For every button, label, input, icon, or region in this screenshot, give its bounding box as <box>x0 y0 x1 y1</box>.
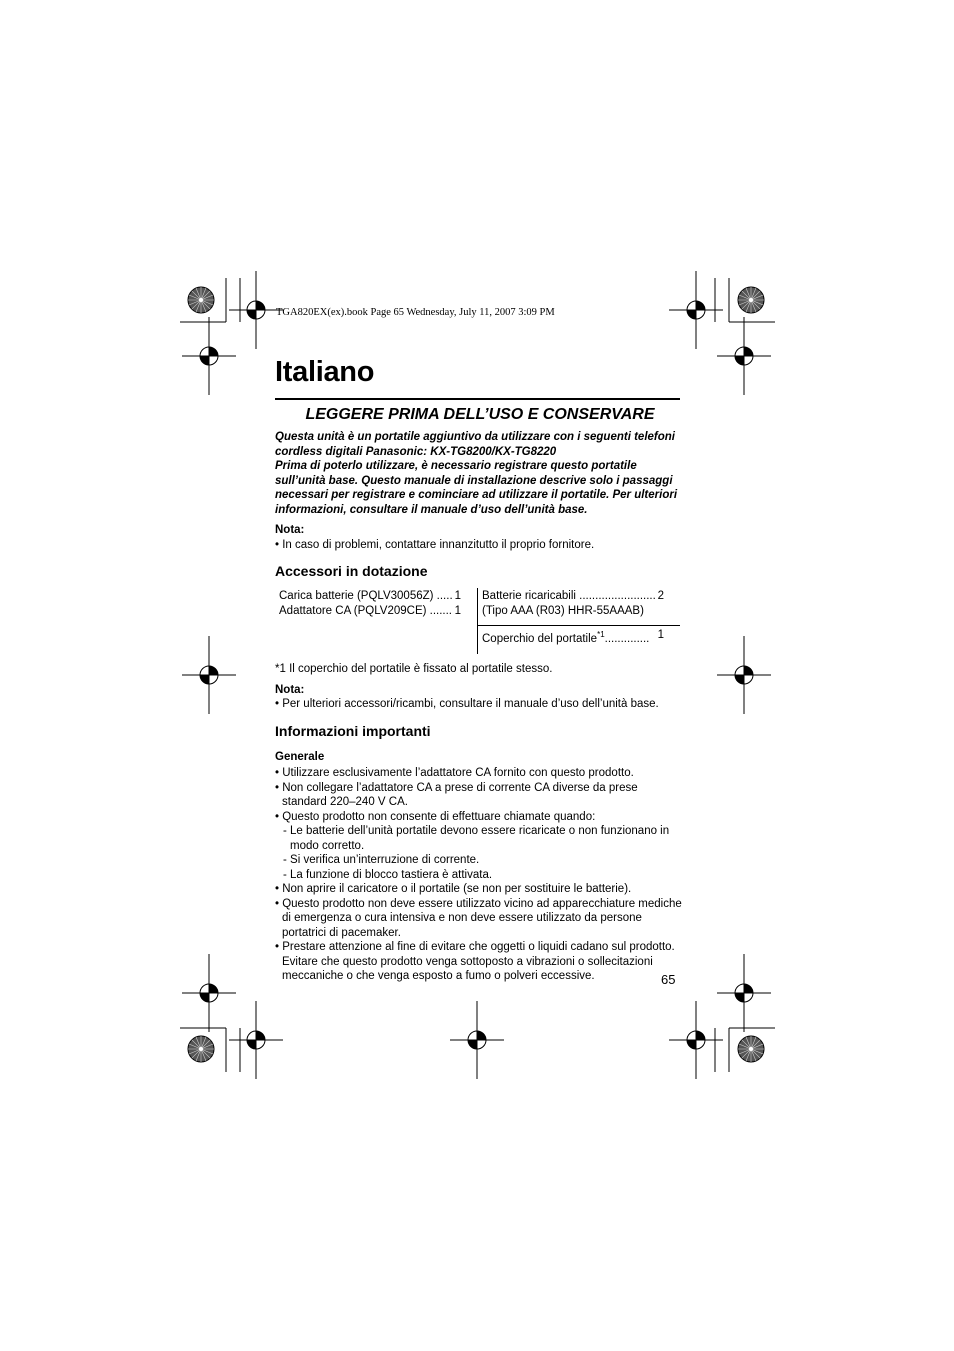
crosshair-mark-icon <box>717 954 771 1032</box>
info-subbullet: - La funzione di blocco tastiera è attivata. <box>283 868 493 881</box>
accessory-name <box>482 628 649 646</box>
crosshair-mark-icon <box>182 636 236 714</box>
section-title: LEGGERE PRIMA DELL’USO E CONSERVARE <box>305 406 655 423</box>
main-content <box>275 405 685 984</box>
starburst-mark-icon <box>188 287 214 313</box>
accessory-name-text: Coperchio del portatile <box>482 632 598 645</box>
accessory-dots: .............. <box>604 632 650 645</box>
crosshair-mark-icon <box>182 317 236 395</box>
info-bullet: • Prestare attenzione al fine di evitare che oggetti o liquidi cadano sul prodotto. Evitare che questo prodotto venga sottoposto a vibrazioni o sollecitazioni meccaniche o che venga esposto a fumo o polveri eccessive. <box>275 941 675 983</box>
starburst-mark-icon <box>188 1036 214 1062</box>
accessories-left-column <box>275 588 477 654</box>
accessory-row <box>482 589 664 604</box>
info-subbullet: - Le batterie dell’unità portatile devono essere ricaricate o non funzionano in modo corretto. <box>283 825 670 852</box>
accessory-qty: 1 <box>657 629 664 641</box>
crosshair-mark-icon <box>229 271 283 349</box>
starburst-mark-icon <box>738 287 764 313</box>
accessory-cell <box>478 625 680 654</box>
accessory-row <box>482 628 664 646</box>
crosshair-mark-icon <box>450 1001 504 1079</box>
info-subheading: Generale <box>275 750 325 763</box>
starburst-mark-icon <box>738 1036 764 1062</box>
accessory-detail: (Tipo AAA (R03) HHR-55AAAB) <box>482 604 644 617</box>
intro-paragraph: Questa unità è un portatile aggiuntivo da utilizzare con i seguenti telefoni cordless digitali Panasonic: KX-TG8200/KX-TG8220 <box>275 431 675 458</box>
info-bullet: • Non collegare l’adattatore CA a prese di corrente CA diverse da prese standard 220–240 V CA. <box>275 781 638 809</box>
info-bullet: • Questo prodotto non deve essere utilizzato vicino ad apparecchiature mediche di emergenza o cura intensiva e non deve essere utilizzato da persone portatrici di pacemaker. <box>275 897 682 939</box>
crosshair-mark-icon <box>717 317 771 395</box>
info-bullet: • Utilizzare esclusivamente l’adattatore CA fornito con questo prodotto. <box>275 767 634 780</box>
accessories-heading: Accessori in dotazione <box>275 563 428 579</box>
crosshair-mark-icon <box>717 636 771 714</box>
footnote: *1 Il coperchio del portatile è fissato al portatile stesso. <box>275 663 553 676</box>
crosshair-mark-icon <box>229 1001 283 1079</box>
note-label: Nota: <box>275 683 305 696</box>
note-label: Nota: <box>275 524 305 536</box>
accessory-qty: 2 <box>657 590 664 602</box>
accessories-right-column <box>477 588 680 654</box>
print-header-line: TGA820EX(ex).book Page 65 Wednesday, July 11, 2007 3:09 PM <box>276 307 555 318</box>
info-heading: Informazioni importanti <box>275 722 431 739</box>
accessory-qty: 1 <box>454 590 461 602</box>
accessory-cell <box>478 588 680 620</box>
intro-paragraph: Prima di poterlo utilizzare, è necessario registrare questo portatile sull’unità base. Questo manuale di installazione descrive solo i passaggi necessari per registrare e cominciare ad utilizzare il portatile. Per ulteriori informazioni, consultare il manuale d’uso dell’unità base. <box>275 460 678 516</box>
accessory-qty: 1 <box>454 604 461 617</box>
accessories-table <box>275 588 680 654</box>
info-bullet: • Non aprire il caricatore o il portatile (se non per sostituire le batterie). <box>275 883 632 896</box>
accessory-row <box>279 589 477 604</box>
accessory-name: Batterie ricaricabili ........................ <box>482 590 656 602</box>
accessory-name: Adattatore CA (PQLV209CE) ....... <box>279 604 453 617</box>
accessory-row <box>279 604 477 619</box>
page-title: Italiano <box>275 356 375 388</box>
info-bullet: • Questo prodotto non consente di effettuare chiamate quando: <box>275 810 596 823</box>
title-divider <box>275 398 680 400</box>
note-text: • Per ulteriori accessori/ricambi, consultare il manuale d’uso dell’unità base. <box>275 698 659 711</box>
footnote-marker: *1 <box>597 630 605 639</box>
info-subbullet: - Si verifica un’interruzione di corrente. <box>283 854 480 867</box>
accessory-name: Carica batterie (PQLV30056Z) ..... <box>279 590 453 602</box>
note-text: • In caso di problemi, contattare innanzitutto il proprio fornitore. <box>275 538 595 551</box>
crosshair-mark-icon <box>182 954 236 1032</box>
page-number: 65 <box>661 972 676 987</box>
